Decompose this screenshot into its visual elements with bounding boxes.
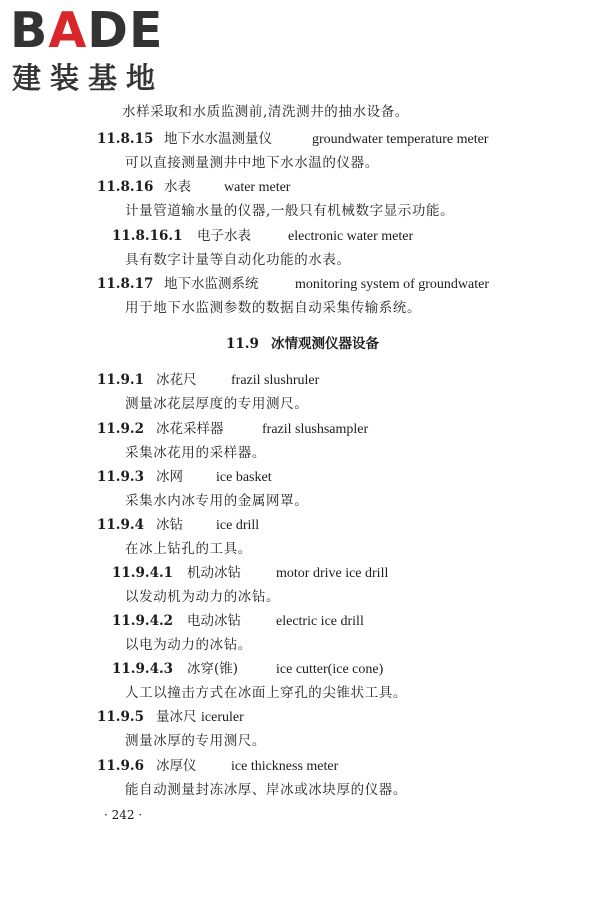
logo-wordmark: BADE (10, 2, 164, 59)
entry-heading: 11.9.6 冰厚仪 ice thickness meter (97, 758, 339, 774)
entry-description: 可以直接测量测井中地下水水温的仪器。 (125, 155, 379, 171)
entry-description: 计量管道输水量的仪器,一般只有机械数字显示功能。 (125, 203, 455, 219)
entry-heading: 11.9.3 冰网 ice basket (97, 469, 272, 485)
entry-heading: 11.8.17 地下水监测系统 monitoring system of groundwater (97, 276, 490, 292)
page-number: · 242 · (104, 808, 143, 822)
section-heading: 11.9 冰情观测仪器设备 (226, 336, 379, 352)
entry-description: 采集冰花用的采样器。 (125, 445, 266, 461)
entry-heading: 11.9.5 量冰尺 iceruler (97, 709, 244, 725)
logo-chinese-text: 建装基地 (12, 61, 165, 95)
entry-heading: 11.8.16.1 电子水表 electronic water meter (112, 228, 414, 244)
entry-description: 测量冰厚的专用测尺。 (125, 733, 266, 749)
entry-heading: 11.8.15 地下水水温测量仪 groundwater temperature meter (97, 131, 489, 147)
entry-description: 以电为动力的冰钻。 (125, 637, 252, 653)
entry-description: 测量冰花层厚度的专用测尺。 (125, 396, 309, 412)
entry-heading: 11.9.4 冰钻 ice drill (97, 517, 260, 533)
entry-heading: 11.9.1 冰花尺 frazil slushruler (97, 372, 320, 388)
entry-heading: 11.9.4.3 冰穿(锥) ice cutter(ice cone) (112, 661, 384, 677)
entry-heading: 11.8.16 水表 water meter (97, 179, 291, 195)
entry-description: 以发动机为动力的冰钻。 (125, 589, 281, 605)
entry-description: 人工以撞击方式在冰面上穿孔的尖锥状工具。 (125, 685, 407, 701)
entry-heading: 11.9.4.1 机动冰钻 motor drive ice drill (112, 565, 389, 581)
entry-description: 采集水内冰专用的金属网罩。 (125, 493, 309, 509)
entry-description: 具有数字计量等自动化功能的水表。 (125, 252, 351, 268)
entry-description: 能自动测量封冻冰厚、岸冰或冰块厚的仪器。 (125, 782, 407, 798)
bade-logo (10, 4, 185, 96)
entry-heading: 11.9.2 冰花采样器 frazil slushsampler (97, 421, 369, 437)
entry-description: 在冰上钻孔的工具。 (125, 541, 252, 557)
entry-heading: 11.9.4.2 电动冰钻 electric ice drill (112, 613, 364, 629)
entry-description: 用于地下水监测参数的数据自动采集传输系统。 (125, 300, 422, 316)
entry-description: 水样采取和水质监测前,清洗测井的抽水设备。 (122, 104, 409, 120)
